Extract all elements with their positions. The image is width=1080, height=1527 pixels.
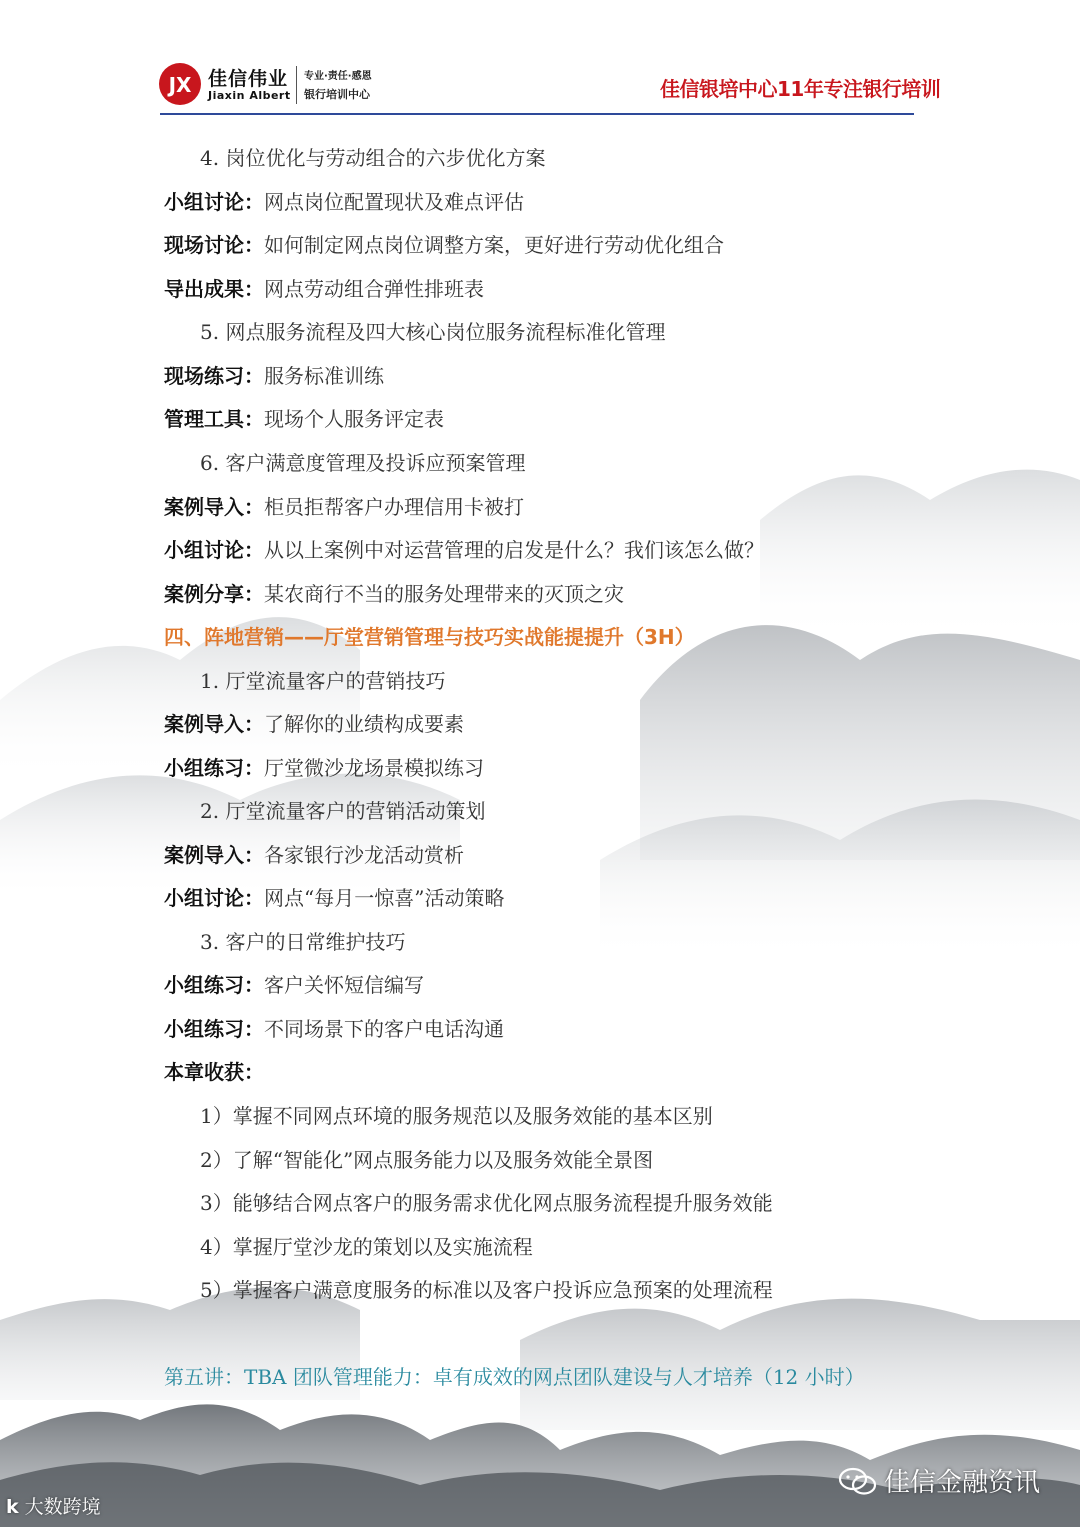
line-label: 案例导入： [164, 712, 264, 736]
line-text: 不同场景下的客户电话沟通 [264, 1017, 504, 1041]
labeled-line [164, 1015, 504, 1043]
watermark-logo-icon: k [6, 1496, 19, 1518]
outline-item: 2. 厅堂流量客户的营销活动策划 [200, 799, 486, 823]
line-label: 小组练习： [164, 1017, 264, 1041]
line-label: 管理工具： [164, 407, 264, 431]
labeled-line [164, 580, 624, 608]
wechat-icon [838, 1466, 878, 1498]
line-label: 现场练习： [164, 364, 264, 388]
labeled-line [164, 754, 484, 782]
line-label: 小组练习： [164, 973, 264, 997]
line-text: 各家银行沙龙活动赏析 [264, 843, 464, 867]
line-label: 小组讨论： [164, 886, 264, 910]
chapter-gains-label [164, 1058, 264, 1086]
line-label: 现场讨论： [164, 233, 264, 257]
line-label: 小组练习： [164, 756, 264, 780]
outline-item: 6. 客户满意度管理及投诉应预案管理 [200, 451, 526, 475]
gain-item: 4）掌握厅堂沙龙的策划以及实施流程 [200, 1235, 533, 1259]
chapter-heading: 第五讲：TBA 团队管理能力：卓有成效的网点团队建设与人才培养（12 小时） [164, 1365, 865, 1389]
labeled-line [164, 405, 444, 433]
labeled-line [164, 493, 524, 521]
header-title: 佳信银培中心11年专注银行培训 [660, 77, 941, 101]
gain-item: 1）掌握不同网点环境的服务规范以及服务效能的基本区别 [200, 1104, 713, 1128]
labeled-line [164, 536, 764, 564]
labeled-line [164, 841, 464, 869]
outline-item: 1. 厅堂流量客户的营销技巧 [200, 669, 446, 693]
labeled-line [164, 884, 504, 912]
brand-name-cn: 佳信伟业 [208, 68, 289, 90]
line-text: 网点岗位配置现状及难点评估 [264, 190, 524, 214]
line-label: 本章收获： [164, 1060, 264, 1084]
line-label: 案例分享： [164, 582, 264, 606]
line-text: 了解你的业绩构成要素 [264, 712, 464, 736]
slogan-line-2: 银行培训中心 [304, 88, 370, 101]
labeled-line [164, 971, 424, 999]
line-text: 柜员拒帮客户办理信用卡被打 [264, 495, 524, 519]
line-text: 网点“每月一惊喜”活动策略 [264, 886, 505, 910]
watermark-left-text: 大数跨境 [24, 1496, 101, 1518]
line-text: 现场个人服务评定表 [264, 407, 444, 431]
labeled-line [164, 188, 524, 216]
outline-item: 4. 岗位优化与劳动组合的六步优化方案 [200, 146, 546, 170]
line-label: 导出成果： [164, 277, 264, 301]
labeled-line [164, 710, 464, 738]
labeled-line [164, 362, 384, 390]
line-text: 客户关怀短信编写 [264, 973, 424, 997]
watermark-right-text: 佳信金融资讯 [884, 1468, 1041, 1498]
brand-name-en: Jiaxin Albert [208, 89, 291, 102]
gain-item: 5）掌握客户满意度服务的标准以及客户投诉应急预案的处理流程 [200, 1278, 773, 1302]
labeled-line [164, 275, 484, 303]
outline-item: 3. 客户的日常维护技巧 [200, 930, 406, 954]
line-text: 从以上案例中对运营管理的启发是什么？我们该怎么做？ [264, 538, 764, 562]
line-text: 厅堂微沙龙场景模拟练习 [264, 756, 484, 780]
line-label: 案例导入： [164, 495, 264, 519]
gain-item: 3）能够结合网点客户的服务需求优化网点服务流程提升服务效能 [200, 1191, 773, 1215]
line-label: 小组讨论： [164, 538, 264, 562]
labeled-line [164, 231, 724, 259]
outline-item: 5. 网点服务流程及四大核心岗位服务流程标准化管理 [200, 320, 666, 344]
line-text: 某农商行不当的服务处理带来的灭顶之灾 [264, 582, 624, 606]
line-label: 小组讨论： [164, 190, 264, 214]
gain-item: 2）了解“智能化”网点服务能力以及服务效能全景图 [200, 1148, 654, 1172]
section-heading: 四、阵地营销——厅堂营销管理与技巧实战能提提升（3H） [164, 625, 695, 649]
slogan-line-1: 专业·责任·感恩 [304, 71, 372, 82]
line-label: 案例导入： [164, 843, 264, 867]
logo-mark-text: JX [168, 73, 192, 97]
watermark-left [6, 1492, 101, 1519]
line-text: 如何制定网点岗位调整方案，更好进行劳动优化组合 [264, 233, 724, 257]
line-text: 服务标准训练 [264, 364, 384, 388]
line-text: 网点劳动组合弹性排班表 [264, 277, 484, 301]
